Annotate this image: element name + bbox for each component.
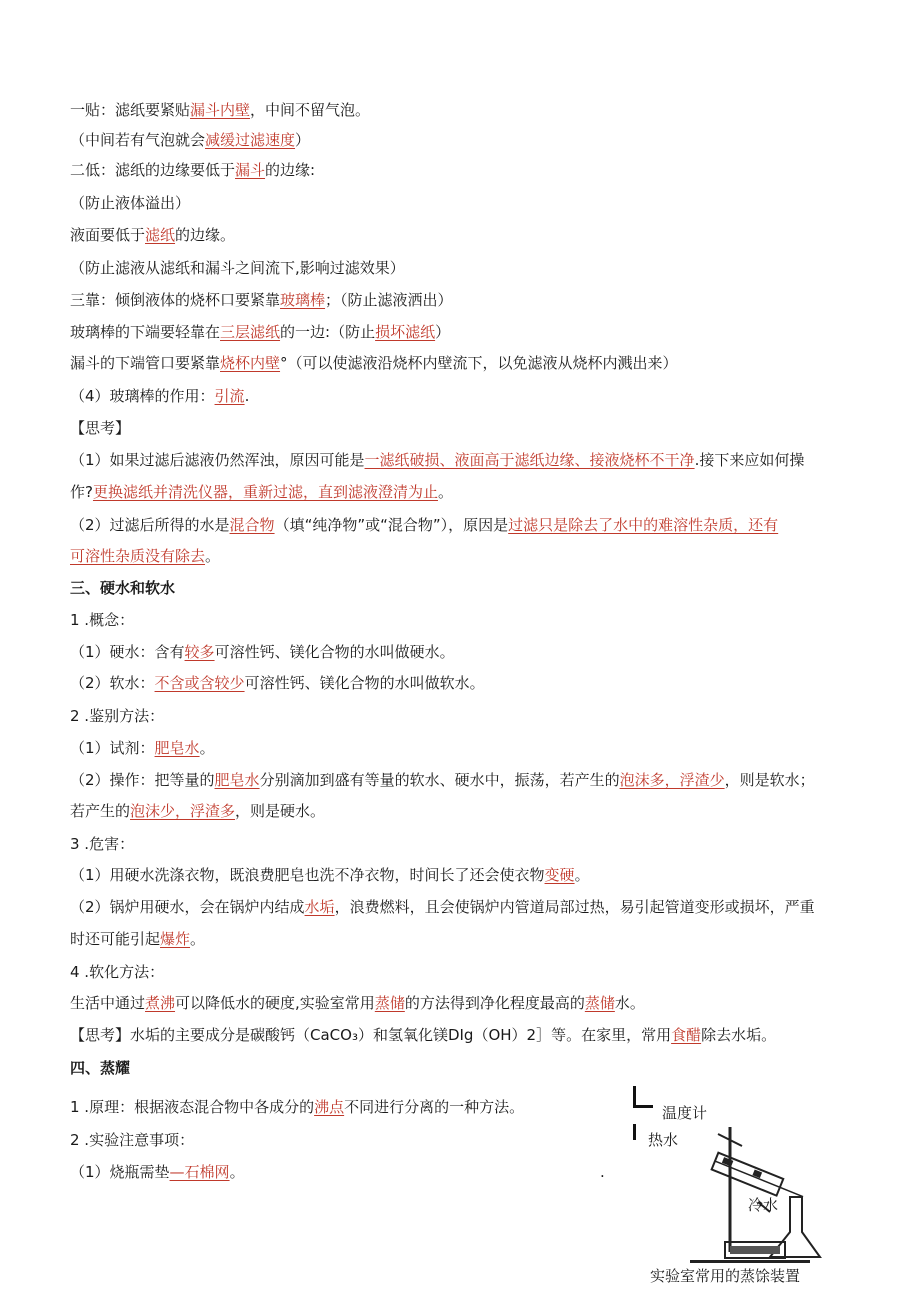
answer-blank: 过滤只是除去了水中的难溶性杂质，还有 <box>508 516 779 534</box>
text-line <box>70 258 405 278</box>
text-line <box>70 290 453 310</box>
answer-blank: 减缓过滤速度 <box>205 131 296 149</box>
answer-blank: 三层滤纸 <box>220 323 281 341</box>
text-line <box>70 1025 776 1045</box>
text-segment: 分别滴加到盛有等量的软水、硬水中，振荡，若产生的 <box>259 771 620 789</box>
answer-blank: 玻璃棒 <box>280 291 326 309</box>
text-line <box>70 993 645 1013</box>
text-segment: （2）锅炉用硬水，会在锅炉内结成 <box>70 898 305 916</box>
answer-blank: 泡沫少，浮渣多 <box>130 802 236 820</box>
text-line <box>70 100 370 120</box>
text-line <box>70 130 310 150</box>
text-segment: 1 .原理：根据液态混合物中各成分的 <box>70 1098 315 1116</box>
text-segment: 除去水垢。 <box>701 1026 777 1044</box>
text-segment: （中间若有气泡就会 <box>70 131 206 149</box>
text-segment: ，浪费燃料，且会使锅炉内管道局部过热，易引起管道变形或损坏，严重 <box>334 898 815 916</box>
answer-blank: 漏斗内壁 <box>190 101 251 119</box>
text-segment: 。 <box>190 930 206 948</box>
answer-blank: 烧杯内壁 <box>220 354 281 372</box>
cold-water-label: 冷水 <box>748 1196 779 1214</box>
text-line <box>70 738 215 758</box>
text-segment: 。 <box>574 866 590 884</box>
text-segment: . <box>244 387 250 405</box>
text-segment: 漏斗的下端管口要紧靠 <box>70 354 221 372</box>
text-segment: 。 <box>205 547 221 565</box>
text-segment: （2）操作：把等量的 <box>70 771 215 789</box>
section-heading: 三、硬水和软水 <box>70 579 176 597</box>
text-segment: 【思考】 <box>70 419 131 437</box>
text-line <box>70 193 190 213</box>
text-segment: （2）过滤后所得的水是 <box>70 516 230 534</box>
text-segment: 的一边:（防止 <box>280 323 376 341</box>
text-segment: °（可以使滤液沿烧杯内壁流下，以免滤液从烧杯内溅出来） <box>280 354 678 372</box>
text-segment: 。 <box>437 483 453 501</box>
answer-blank: 变硬 <box>544 866 575 884</box>
text-line <box>70 610 134 630</box>
text-segment: 的方法得到净化程度最高的 <box>404 994 585 1012</box>
text-line <box>70 578 175 598</box>
answer-blank: 损坏滤纸 <box>375 323 436 341</box>
text-segment: （4）玻璃棒的作用： <box>70 387 215 405</box>
answer-blank: 混合物 <box>229 516 275 534</box>
answer-blank: 食醋 <box>671 1026 702 1044</box>
text-segment: 2 .鉴别方法： <box>70 707 165 725</box>
answer-blank: 蒸储 <box>584 994 615 1012</box>
text-line <box>70 865 590 885</box>
text-segment: 二低：滤纸的边缘要低于 <box>70 161 236 179</box>
section-heading: 四、蒸耀 <box>70 1059 131 1077</box>
text-line <box>70 418 130 438</box>
answer-blank: 漏斗 <box>235 161 266 179</box>
text-line <box>70 706 164 726</box>
answer-blank: 肥皂水 <box>154 739 200 757</box>
text-segment: 。 <box>199 739 215 757</box>
text-segment: （1）如果过滤后滤液仍然浑浊，原因可能是 <box>70 451 365 469</box>
text-segment: 可溶性钙、镁化合物的水叫做软水。 <box>244 674 485 692</box>
distillation-apparatus-drawing <box>630 1082 830 1272</box>
text-segment: ，则是软水； <box>724 771 815 789</box>
text-line <box>70 897 815 917</box>
answer-blank: 沸点 <box>314 1098 345 1116</box>
stray-mark: . <box>600 1163 605 1181</box>
text-segment: 可溶性钙、镁化合物的水叫做硬水。 <box>214 643 455 661</box>
text-segment: ，则是硬水。 <box>235 802 326 820</box>
text-line <box>70 482 453 502</box>
text-segment: 若产生的 <box>70 802 131 820</box>
text-line <box>70 353 678 373</box>
text-segment: （填“纯净物”或“混合物”），原因是 <box>274 516 509 534</box>
distillation-apparatus-figure <box>630 1082 830 1292</box>
text-segment: ） <box>435 323 451 341</box>
text-segment: 时还可能引起 <box>70 930 161 948</box>
text-segment: （1）硬水：含有 <box>70 643 185 661</box>
answer-blank: 可溶性杂质没有除去 <box>70 547 206 565</box>
text-segment: ，中间不留气泡。 <box>250 101 371 119</box>
text-line <box>70 450 804 470</box>
text-line <box>70 1130 194 1150</box>
text-segment: 的边缘: <box>265 161 316 179</box>
text-line <box>70 160 315 180</box>
text-line <box>70 770 815 790</box>
text-segment: （1）试剂： <box>70 739 155 757</box>
answer-blank: 较多 <box>184 643 215 661</box>
answer-blank: 更换滤纸并清洗仪器，重新过滤，直到滤液澄清为止 <box>92 483 438 501</box>
hot-water-label: 热水 <box>648 1131 679 1149</box>
text-segment: .接下来应如何操 <box>694 451 805 469</box>
text-segment: 4 .软化方法： <box>70 963 165 981</box>
answer-blank: 泡沫多，浮渣少 <box>619 771 725 789</box>
text-line <box>70 962 164 982</box>
answer-blank: 肥皂水 <box>214 771 260 789</box>
text-segment: 作? <box>70 483 93 501</box>
text-segment: 2 .实验注意事项： <box>70 1131 195 1149</box>
text-line <box>70 1058 130 1078</box>
thermometer-label: 温度计 <box>662 1104 708 1122</box>
text-segment: 。 <box>229 1163 245 1181</box>
text-segment: 液面要低于 <box>70 226 146 244</box>
text-segment: 玻璃棒的下端要轻靠在 <box>70 323 221 341</box>
text-segment: （2）软水： <box>70 674 155 692</box>
answer-blank: 滤纸 <box>145 226 176 244</box>
text-segment: 的边缘。 <box>175 226 236 244</box>
text-line <box>70 673 485 693</box>
text-segment: （1）烧瓶需垫 <box>70 1163 170 1181</box>
text-line <box>70 546 220 566</box>
text-line <box>70 1162 245 1182</box>
text-segment: 三靠：倾倒液体的烧杯口要紧靠 <box>70 291 281 309</box>
text-segment: 3 .危害： <box>70 835 135 853</box>
answer-blank: 煮沸 <box>145 994 176 1012</box>
text-segment: 生活中通过 <box>70 994 146 1012</box>
answer-blank: 引流 <box>214 387 245 405</box>
answer-blank: 蒸储 <box>374 994 405 1012</box>
figure-caption: 实验室常用的蒸馀装置 <box>650 1267 801 1285</box>
text-line <box>70 834 134 854</box>
text-segment: 水。 <box>614 994 645 1012</box>
text-segment: （防止滤液从滤纸和漏斗之间流下,影响过滤效果） <box>70 259 405 277</box>
text-segment: 1 .概念： <box>70 611 135 629</box>
text-line <box>70 1097 524 1117</box>
text-line <box>70 322 450 342</box>
text-segment: （防止液体溢出） <box>70 194 191 212</box>
answer-blank: 不含或含较少 <box>154 674 245 692</box>
answer-blank: 一滤纸破损、液面高于滤纸边缘、接液烧杯不干净 <box>364 451 695 469</box>
text-segment: ；（防止滤液洒出） <box>325 291 453 309</box>
text-segment: （1）用硬水洗涤衣物，既浪费肥皂也洗不净衣物，时间长了还会使衣物 <box>70 866 545 884</box>
text-line <box>70 642 455 662</box>
text-segment: ） <box>295 131 311 149</box>
text-segment: 一贴：滤纸要紧贴 <box>70 101 191 119</box>
text-line <box>70 515 778 535</box>
answer-blank: —石棉网 <box>169 1163 230 1181</box>
text-segment: 不同进行分离的一种方法。 <box>344 1098 525 1116</box>
answer-blank: 爆炸 <box>160 930 191 948</box>
answer-blank: 水垢 <box>304 898 335 916</box>
text-line <box>70 386 249 406</box>
text-line <box>70 801 325 821</box>
text-segment: 【思考】水垢的主要成分是碳酸钙（CaCO₃）和氢氧化镁DIg（OH）2］等。在家里，常用 <box>70 1026 672 1044</box>
text-line <box>70 225 235 245</box>
text-line <box>70 929 205 949</box>
text-segment: 可以降低水的硬度,实验室常用 <box>175 994 375 1012</box>
